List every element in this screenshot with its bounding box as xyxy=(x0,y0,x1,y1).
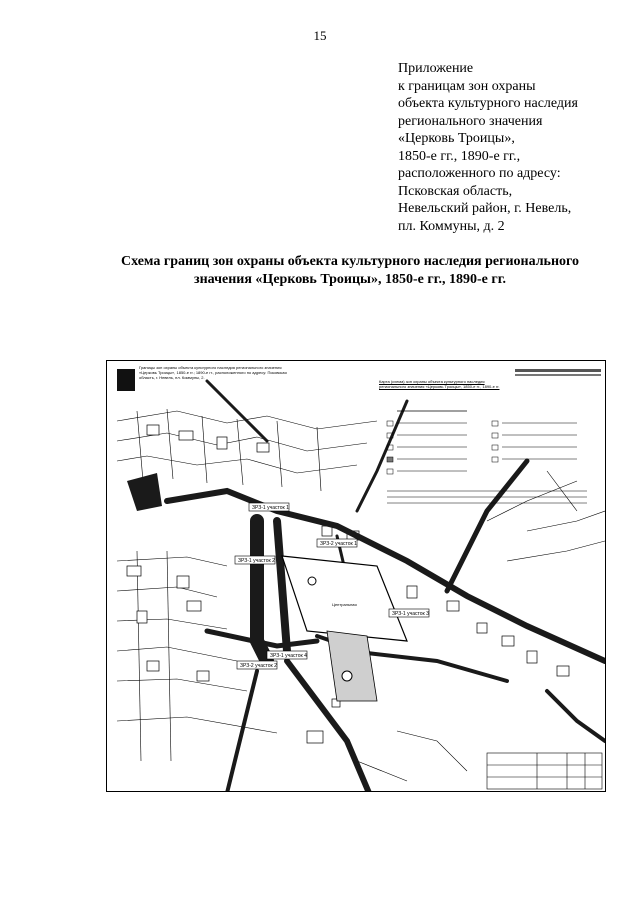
page-number: 15 xyxy=(313,28,327,43)
appendix-line: Псковская область, xyxy=(398,183,513,199)
map-header-right xyxy=(379,379,509,399)
appendix-block xyxy=(398,60,628,235)
zone-label: ЗРЗ-1 участок 3 xyxy=(392,611,429,617)
appendix-line: объекта культурного наследия xyxy=(398,96,578,111)
svg-text:Центральная: Центральная xyxy=(332,602,357,607)
title-line-2: значения «Церковь Троицы», 1850-е гг., 1890-е гг. xyxy=(193,272,506,287)
zone-label: ЗРЗ-1 участок 2 xyxy=(238,558,275,564)
appendix-line: Невельский район, г. Невель, xyxy=(398,201,572,216)
map-logo-block xyxy=(117,369,135,391)
appendix-line: пл. Коммуны, д. 2 xyxy=(398,218,505,234)
appendix-line: к границам зон охраны xyxy=(398,78,536,94)
appendix-line: Приложение xyxy=(398,61,474,76)
map-header-right-text: Карта (схема) зон охраны объекта культурного наследия регионального значения «Церковь Троицы», 1850-е гг., 1890-е гг. xyxy=(379,379,500,389)
zone-map xyxy=(106,360,606,792)
zone-label: ЗРЗ-2 участок 1 xyxy=(320,541,357,547)
title-line-1: Схема границ зон охраны объекта культурного наследия регионального xyxy=(120,254,580,269)
zone-map-drawing xyxy=(107,361,606,792)
church-marker xyxy=(342,671,352,681)
appendix-line: 1850-е гг., 1890-е гг., xyxy=(398,148,521,164)
zone-label: ЗРЗ-2 участок 2 xyxy=(240,663,277,669)
appendix-line: расположенного по адресу: xyxy=(398,166,561,181)
document-title xyxy=(60,253,640,289)
church-area xyxy=(327,631,377,701)
map-header-left-text: Границы зон охраны объекта культурного наследия регионального значения «Церковь Троицы», 1850-е гг.; 1890-е гг., расположенного по адресу: Псковская область, г. Невель, пл. Коммуны, 2. xyxy=(139,365,287,380)
main-roads xyxy=(167,381,605,792)
dark-block xyxy=(127,473,162,511)
title-block xyxy=(487,753,602,789)
appendix-line: регионального значения xyxy=(398,113,543,129)
zone-label: ЗРЗ-1 участок 4 xyxy=(270,653,307,659)
zone-label: ЗРЗ-1 участок 1 xyxy=(252,505,289,511)
appendix-line: «Церковь Троицы», xyxy=(398,131,515,146)
central-square xyxy=(282,556,407,641)
